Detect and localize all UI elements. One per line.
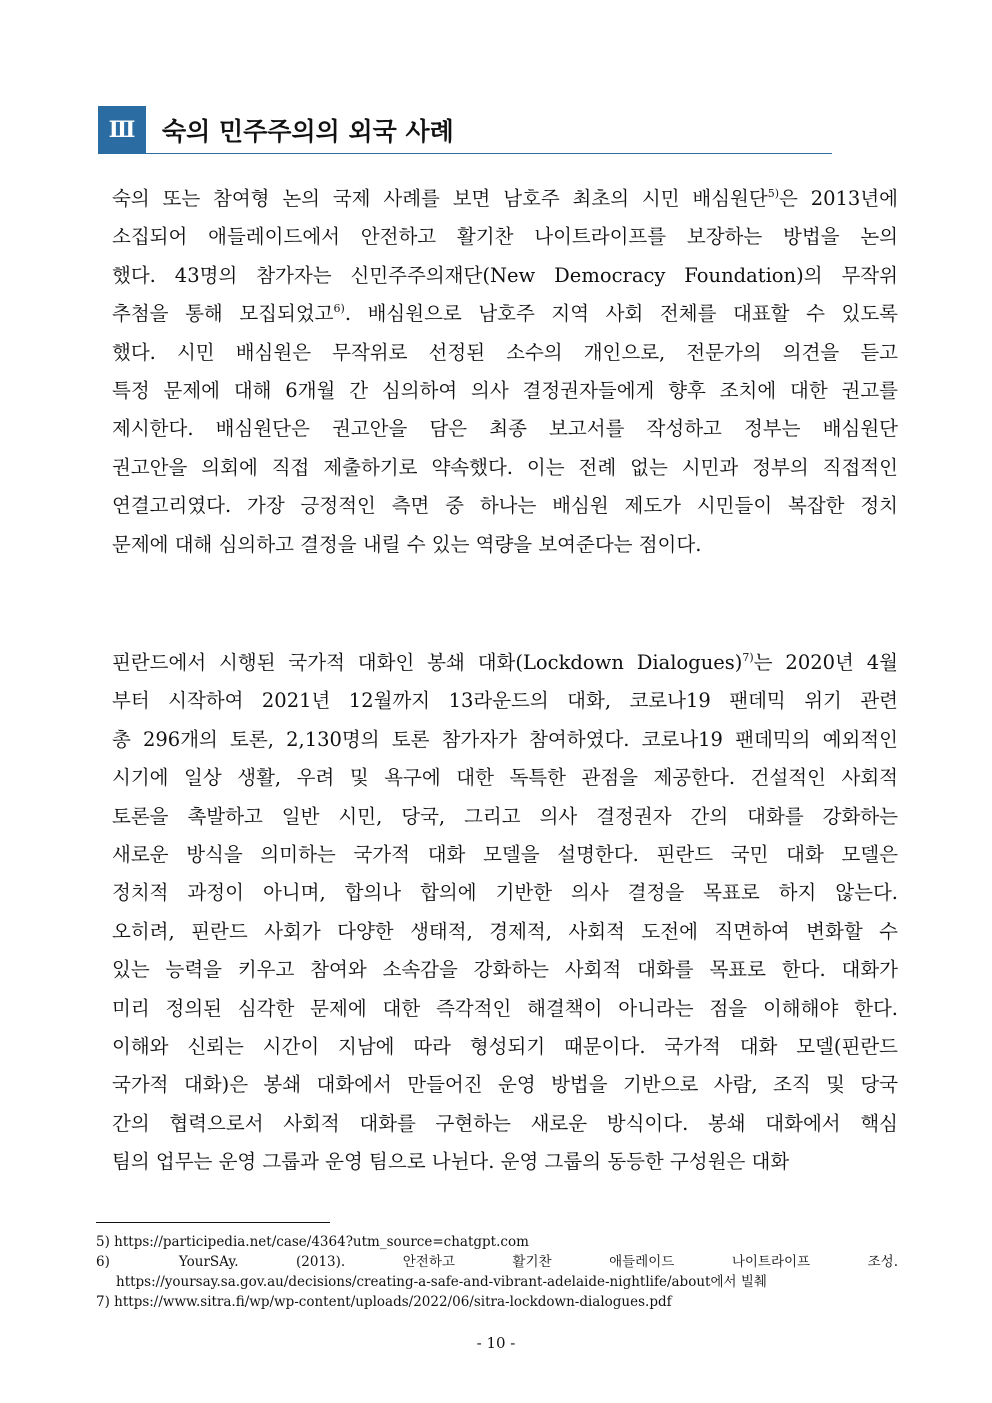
text-line [112,372,898,410]
paragraph-finland [112,644,898,1181]
page-number: - 10 - [476,1334,516,1352]
text-line [112,526,898,564]
section-title: 숙의 민주주의의 외국 사례 [162,117,454,146]
text-run: 토론을 촉발하고 일반 시민, 당국, 그리고 의사 결정권자 간의 대화를 강화하는 [112,804,898,828]
text-run: 문제에 대해 심의하고 결정을 내릴 수 있는 역량을 보여준다는 점이다. [112,532,702,556]
text-run: 오히려, 핀란드 사회가 다양한 생태적, 경제적, 사회적 도전에 직면하여 변화할 수 [112,919,898,943]
text-line [112,913,898,951]
text-line [112,1143,898,1181]
text-run: 특정 문제에 대해 6개월 간 심의하여 의사 결정권자들에게 향후 조치에 대한 권고를 [112,378,898,402]
footnote-6-url: https://yoursay.sa.gov.au/decisions/creating-a-safe-and-vibrant-adelaide-nightlife/about에서 빌췌 [116,1274,767,1290]
text-run: 팀의 업무는 운영 그룹과 운영 팀으로 나뉜다. 운영 그룹의 동등한 구성원은 대화 [112,1150,790,1174]
text-line [112,951,898,989]
text-run: 간의 협력으로서 사회적 대화를 구현하는 새로운 방식이다. 봉쇄 대화에서 핵심 [112,1111,898,1135]
footnote-5: 5) https://participedia.net/case/4364?utm_source=chatgpt.com [96,1234,529,1250]
footnote-ref: 6) [333,302,345,316]
text-run: 부터 시작하여 2021년 12월까지 13라운드의 대화, 코로나19 팬데믹 위기 관련 [112,689,898,713]
footnotes [96,1232,898,1312]
text-run: 권고안을 의회에 직접 제출하기로 약속했다. 이는 전례 없는 시민과 정부의 직접적인 [112,455,898,479]
section-number-badge: Ⅲ [98,106,146,154]
text-run: 연결고리였다. 가장 긍정적인 측면 중 하나는 배심원 제도가 시민들이 복잡한 정치 [112,494,898,518]
text-run: 국가적 대화)은 봉쇄 대화에서 만들어진 운영 방법을 기반으로 사람, 조직 및 당국 [112,1073,898,1097]
text-line [112,1105,898,1143]
text-run: 이해와 신뢰는 시간이 지남에 따라 형성되기 때문이다. 국가적 대화 모델(핀란드 [112,1034,898,1058]
footnote-ref: 7) [742,651,754,664]
text-line [112,990,898,1028]
section-heading [98,106,832,154]
text-line [112,644,898,682]
text-run: 는 2020년 4월 [753,651,898,674]
text-run: 시기에 일상 생활, 우려 및 욕구에 대한 독특한 관점을 제공한다. 건설적인 사회적 [112,766,898,790]
text-line [112,487,898,525]
text-run: 은 2013년에 [779,187,898,210]
text-line [112,410,898,448]
text-line [112,257,898,295]
text-line [112,218,898,256]
text-run: 핀란드에서 시행된 국가적 대화인 봉쇄 대화(Lockdown Dialogues) [112,651,743,674]
text-line [112,1066,898,1104]
text-run: 새로운 방식을 의미하는 국가적 대화 모델을 설명한다. 핀란드 국민 대화 모델은 [112,842,898,866]
text-run: 소집되어 애들레이드에서 안전하고 활기찬 나이트라이프를 보장하는 방법을 논의 [112,225,898,249]
footnote-6: 6) YourSAy. (2013). 안전하고 활기찬 애들레이드 나이트라이프 조성. [96,1254,898,1270]
text-line [112,449,898,487]
text-line [112,721,898,759]
text-run: 총 296개의 토론, 2,130명의 토론 참가자가 참여하였다. 코로나19 팬데믹의 예외적인 [112,727,898,751]
text-run: 제시한다. 배심원단은 권고안을 담은 최종 보고서를 작성하고 정부는 배심원단 [112,417,898,441]
text-run: 정치적 과정이 아니며, 합의나 합의에 기반한 의사 결정을 목표로 하지 않는다. [112,881,898,905]
text-run: 미리 정의된 심각한 문제에 대한 즉각적인 해결책이 아니라는 점을 이해해야 한다. [112,996,898,1020]
text-line [112,295,898,333]
text-line [112,1028,898,1066]
text-run: . 배심원으로 남호주 지역 사회 전체를 대표할 수 있도록 [344,302,898,326]
heading-underline [146,153,832,154]
paragraph-south-australia [112,180,898,564]
text-line [112,682,898,720]
text-line [112,874,898,912]
text-run: 했다. 시민 배심원은 무작위로 선정된 소수의 개인으로, 전문가의 의견을 듣고 [112,340,898,364]
footnote-ref: 5) [767,187,780,200]
text-line [112,180,898,218]
footnote-separator [96,1222,330,1223]
text-line [112,798,898,836]
text-line [112,836,898,874]
text-line [112,759,898,797]
text-run: 했다. 43명의 참가자는 신민주주의재단(New Democracy Foundation)의 무작위 [112,263,898,287]
text-line [112,334,898,372]
text-run: 추첨을 통해 모집되었고 [112,302,334,326]
footnote-7: 7) https://www.sitra.fi/wp/wp-content/uploads/2022/06/sitra-lockdown-dialogues.pdf [96,1294,672,1310]
text-run: 숙의 또는 참여형 논의 국제 사례를 보면 남호주 최초의 시민 배심원단 [112,187,768,210]
text-run: 있는 능력을 키우고 참여와 소속감을 강화하는 사회적 대화를 목표로 한다. 대화가 [112,958,898,982]
